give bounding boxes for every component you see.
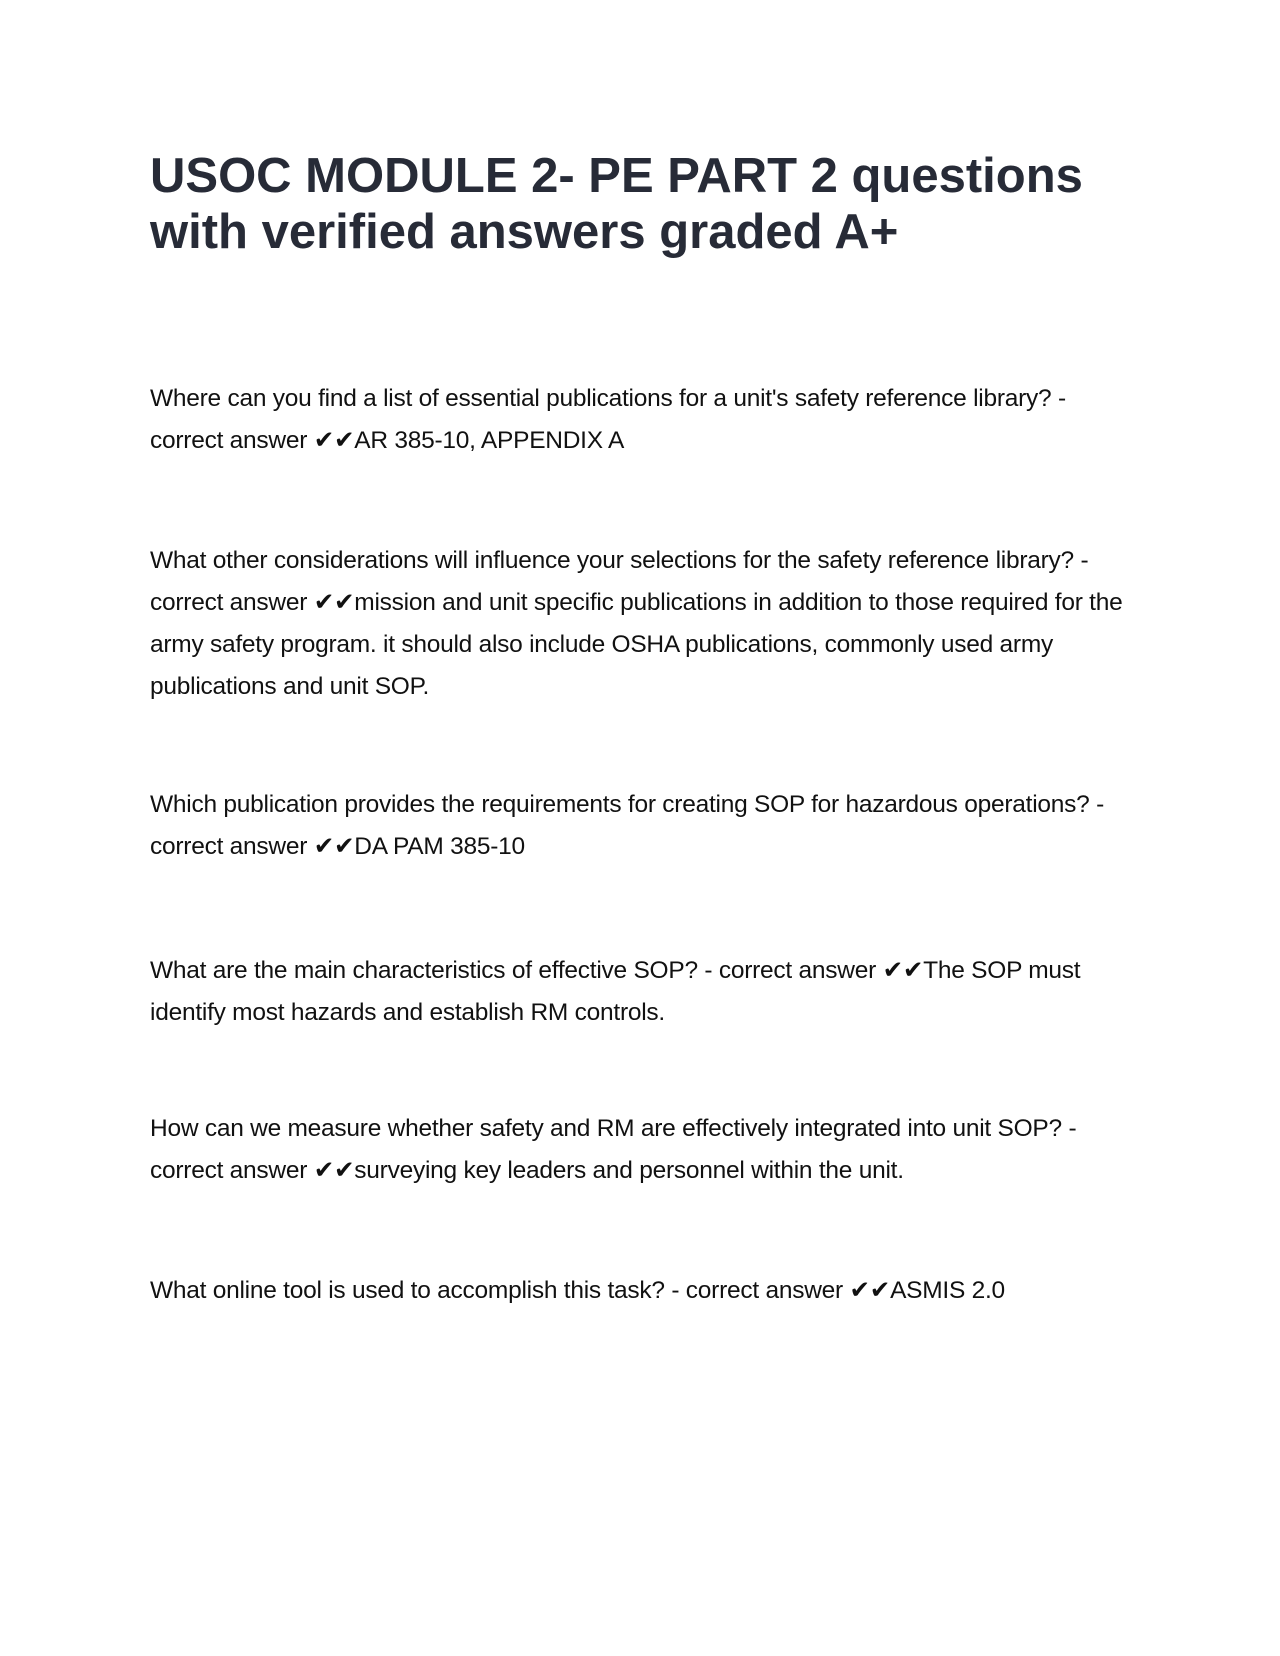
answer-separator: - correct answer	[150, 1115, 1077, 1184]
question-text: What are the main characteristics of effective SOP?	[150, 957, 698, 984]
answer-text: mission and unit specific publications in addition to those required for the army safety program. it should also include OSHA publications, commonly used army publications and unit SOP.	[150, 589, 1123, 700]
qa-item	[150, 1108, 1130, 1192]
answer-separator: - correct answer	[150, 791, 1104, 860]
checkmark-icon: ✔✔	[313, 833, 355, 860]
checkmark-icon: ✔✔	[882, 957, 924, 984]
checkmark-icon: ✔✔	[313, 589, 355, 616]
question-text: What other considerations will influence your selections for the safety reference library?	[150, 547, 1074, 574]
answer-text: DA PAM 385-10	[354, 833, 525, 860]
qa-item	[150, 540, 1130, 708]
answer-separator: - correct answer	[150, 385, 1066, 454]
checkmark-icon: ✔✔	[313, 1157, 355, 1184]
answer-separator: - correct answer	[150, 547, 1089, 616]
answer-text: AR 385-10, APPENDIX A	[354, 427, 625, 454]
answer-text: surveying key leaders and personnel within the unit.	[354, 1157, 904, 1184]
question-text: How can we measure whether safety and RM are effectively integrated into unit SOP?	[150, 1115, 1062, 1142]
question-text: Where can you find a list of essential publications for a unit's safety reference library?	[150, 385, 1052, 412]
answer-separator: - correct answer	[697, 957, 883, 984]
document-title: USOC MODULE 2- PE PART 2 questions with verified answers graded A+	[150, 149, 1083, 259]
answer-text: ASMIS 2.0	[890, 1277, 1005, 1304]
qa-item	[150, 950, 1130, 1034]
checkmark-icon: ✔✔	[313, 427, 355, 454]
question-text: Which publication provides the requirements for creating SOP for hazardous operations?	[150, 791, 1090, 818]
qa-item	[150, 784, 1130, 868]
checkmark-icon: ✔✔	[849, 1277, 891, 1304]
answer-text: The SOP must identify most hazards and establish RM controls.	[150, 957, 1081, 1026]
qa-item	[150, 378, 1130, 462]
answer-separator: - correct answer	[664, 1277, 850, 1304]
question-text: What online tool is used to accomplish this task?	[150, 1277, 665, 1304]
qa-item	[150, 1270, 1130, 1312]
